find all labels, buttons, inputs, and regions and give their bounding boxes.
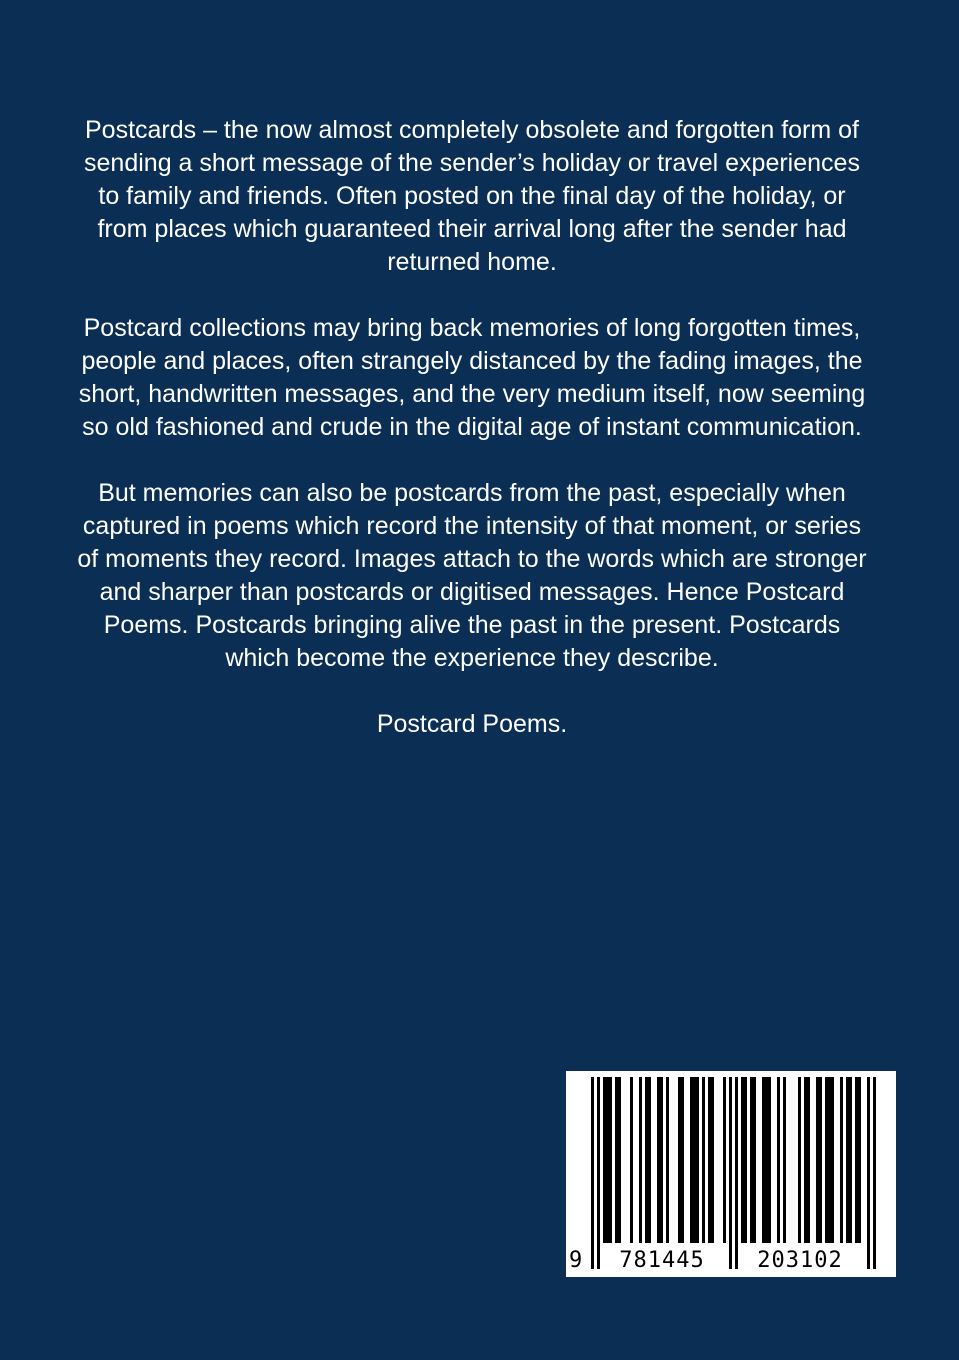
blurb-paragraph-2: Postcard collections may bring back memories of long forgotten times, people and places, often strangely distanced by the fading images, the short, handwritten messages, and the very medium itself, now seeming so old fashioned and crude in the digital age of instant communication. [78, 314, 866, 441]
barcode-bar [828, 1077, 831, 1243]
barcode-left-digits: 781445 [619, 1248, 705, 1273]
barcode-bar [807, 1077, 810, 1243]
blurb-closing-line: Postcard Poems. [376, 710, 568, 738]
barcode-bar [804, 1077, 807, 1243]
barcode-guard-bar [729, 1077, 732, 1269]
barcode-bar [744, 1077, 747, 1243]
barcode-bar [657, 1077, 660, 1243]
barcode-bar [753, 1077, 756, 1243]
barcode-prefix-digit: 9 [569, 1248, 583, 1273]
blurb-paragraph-3: But memories can also be postcards from the past, especially when captured in poems which record the intensity of that moment, or series of moments they record. Images attach to the words which are stronger and sharper than postcards or digitised messages. Hence Postcard Poems. Postcards bringing alive the past in the present. Postcards which become the experience they describe. [77, 479, 867, 672]
barcode-bar [783, 1077, 786, 1243]
barcode-graphic [566, 1071, 896, 1277]
barcode-bar [798, 1077, 801, 1243]
barcode-right-digits: 203102 [757, 1248, 843, 1273]
blurb-text [76, 114, 868, 774]
barcode-bar [765, 1077, 768, 1243]
barcode-bar [690, 1077, 693, 1243]
barcode-guard-bar [873, 1077, 876, 1269]
barcode-guard-bar [597, 1077, 600, 1269]
barcode-bars [591, 1077, 876, 1269]
barcode-bar [696, 1077, 699, 1243]
barcode-bar [741, 1077, 744, 1243]
barcode-bar [648, 1077, 651, 1243]
barcode-bar [660, 1077, 663, 1243]
barcode-bar [831, 1077, 834, 1243]
barcode-bar [639, 1077, 642, 1243]
barcode-guard-bar [867, 1077, 870, 1269]
barcode-bar [855, 1077, 858, 1243]
barcode-guard-bar [735, 1077, 738, 1269]
barcode-bar [711, 1077, 714, 1243]
barcode-bar [702, 1077, 705, 1243]
barcode-bar [816, 1077, 819, 1243]
barcode-bar [840, 1077, 843, 1243]
barcode-bar [666, 1077, 669, 1243]
barcode-bar [645, 1077, 648, 1243]
barcode-bar [606, 1077, 609, 1243]
barcode-bar [858, 1077, 861, 1243]
barcode-bar [849, 1077, 852, 1243]
barcode-bar [615, 1077, 618, 1243]
isbn-barcode [566, 1071, 896, 1277]
barcode-bar [768, 1077, 771, 1243]
barcode-bar [609, 1077, 612, 1243]
barcode-bar [777, 1077, 780, 1243]
barcode-bar [678, 1077, 681, 1243]
barcode-bar [618, 1077, 621, 1243]
barcode-bar [681, 1077, 684, 1243]
barcode-bar [693, 1077, 696, 1243]
barcode-bar [603, 1077, 606, 1243]
barcode-bar [819, 1077, 822, 1243]
barcode-bar [708, 1077, 711, 1243]
barcode-guard-bar [591, 1077, 594, 1269]
barcode-bar [825, 1077, 828, 1243]
barcode-bar [750, 1077, 753, 1243]
barcode-bar [723, 1077, 726, 1243]
barcode-bar [630, 1077, 633, 1243]
barcode-bar [762, 1077, 765, 1243]
blurb-paragraph-1: Postcards – the now almost completely obsolete and forgotten form of sending a short message of the sender’s holiday or travel experiences to family and friends. Often posted on the final day of the holiday, or from places which guaranteed their arrival long after the sender had returned home. [84, 116, 860, 276]
barcode-bar [846, 1077, 849, 1243]
